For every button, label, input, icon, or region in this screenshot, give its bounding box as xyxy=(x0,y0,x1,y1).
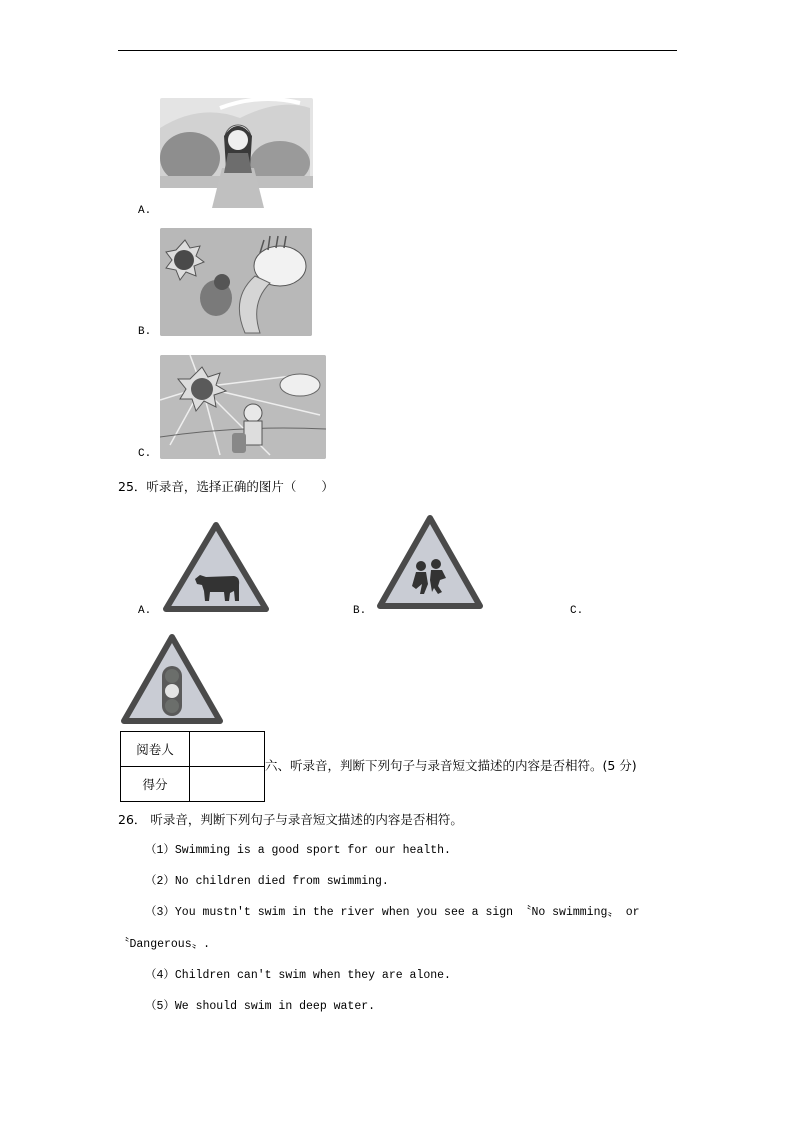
option-a-label: A. xyxy=(138,205,152,217)
sign-option-b-label: B. xyxy=(353,605,367,617)
traffic-light-sign-icon xyxy=(120,633,224,725)
q26-item-4: （4）Children can't swim when they are alone. xyxy=(145,969,451,982)
q26-item-3: （3）You mustn't swim in the river when you see a sign 〝No swimming〟 or xyxy=(145,906,640,919)
option-c-image[interactable] xyxy=(160,355,326,459)
sign-option-c-label: C. xyxy=(570,605,584,617)
score-label: 得分 xyxy=(121,767,190,802)
option-c-label: C. xyxy=(138,448,152,460)
girl-in-wind-illustration xyxy=(160,98,313,216)
wind-blowing-boy-illustration xyxy=(160,228,312,336)
question-25-title: 25．听录音，选择正确的图片（ ） xyxy=(118,479,334,494)
grader-value-cell[interactable] xyxy=(190,732,265,767)
sign-option-a-label: A. xyxy=(138,605,152,617)
option-b-label: B. xyxy=(138,326,152,338)
q26-item-1: （1）Swimming is a good sport for our health. xyxy=(145,844,451,857)
cattle-warning-sign-icon xyxy=(162,521,270,613)
q26-item-3-continued: 〝Dangerous〟. xyxy=(118,938,211,951)
score-row xyxy=(121,767,265,802)
option-a-image[interactable] xyxy=(160,98,313,216)
header-rule xyxy=(118,50,677,51)
grader-row xyxy=(121,732,265,767)
section-6-title: 六、听录音，判断下列句子与录音短文描述的内容是否相符。(5 分) xyxy=(265,758,637,773)
score-value-cell[interactable] xyxy=(190,767,265,802)
children-crossing-sign-icon xyxy=(376,514,484,612)
option-b-image[interactable] xyxy=(160,228,312,336)
boy-in-hot-sun-illustration xyxy=(160,355,326,459)
q26-item-2: （2）No children died from swimming. xyxy=(145,875,389,888)
question-26-title: 26． 听录音，判断下列句子与录音短文描述的内容是否相符。 xyxy=(118,812,463,827)
q26-item-5: （5）We should swim in deep water. xyxy=(145,1000,376,1013)
sign-option-b[interactable] xyxy=(376,514,484,616)
grader-label: 阅卷人 xyxy=(121,732,190,767)
grader-score-table xyxy=(120,731,265,802)
sign-option-c[interactable] xyxy=(120,633,224,729)
sign-option-a[interactable] xyxy=(162,521,270,617)
